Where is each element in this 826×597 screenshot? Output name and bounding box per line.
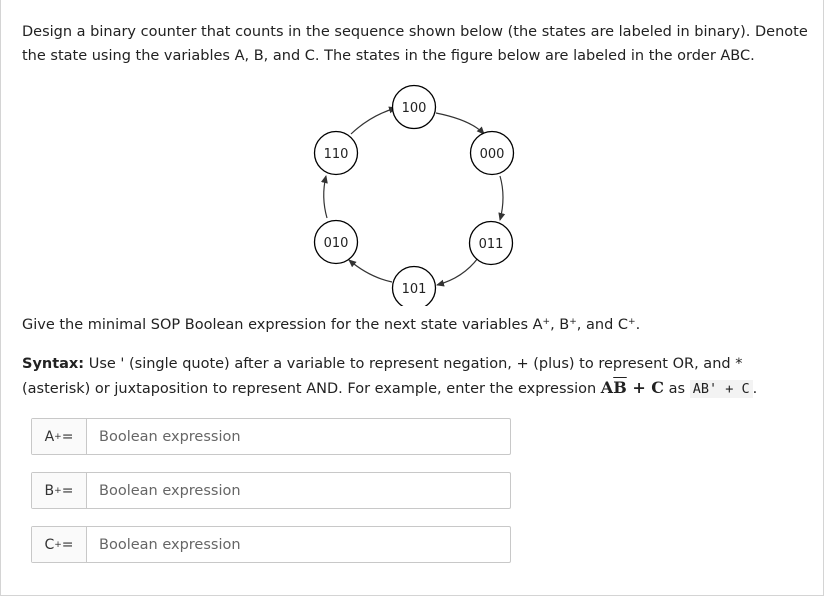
state-node-101: [393, 267, 436, 307]
state-node-011: [470, 222, 513, 265]
state-label-101: 101: [401, 282, 427, 297]
question-prefix: Give the minimal SOP Boolean expression for the next state variables A: [22, 317, 543, 333]
transition-110-to-100: [351, 108, 396, 134]
transition-101-to-010: [349, 260, 392, 282]
syntax-text: Use ' (single quote) after a variable to represent negation, + (plus) to represent OR, and * (asterisk) or juxtaposition to represent AND. For example, enter the expression: [22, 356, 743, 397]
b-next-label: B + =: [32, 473, 87, 508]
state-node-100: [393, 86, 436, 129]
state-label-010: 010: [323, 236, 349, 251]
c-next-expression-input[interactable]: [87, 527, 510, 562]
state-label-100: 100: [401, 101, 427, 116]
state-diagram: [301, 82, 531, 306]
transition-000-to-011: [500, 176, 503, 220]
syntax-as: as: [664, 381, 690, 397]
state-node-110: [315, 132, 358, 175]
problem-intro: Design a binary counter that counts in the sequence shown below (the states are labeled in binary). Denote the state using the variables A, B, and C. The states in the figure below are labeled in the order ABC.: [22, 24, 808, 64]
example-math-b-overbar: $\overline{B}$: [613, 378, 627, 397]
b-next-input-row: [31, 472, 511, 509]
transition-100-to-000: [436, 113, 484, 134]
question-end: .: [635, 317, 641, 333]
example-math-a: A: [600, 378, 614, 397]
question-text: [22, 313, 812, 337]
question-sep-b: , B: [550, 317, 570, 333]
c-var: C: [44, 536, 55, 553]
c-next-input-row: [31, 526, 511, 563]
b-plus-sup: +: [569, 317, 577, 327]
a-var: A: [44, 428, 55, 445]
a-next-expression-input[interactable]: [87, 419, 510, 454]
transition-011-to-101: [437, 258, 478, 285]
syntax-note: [22, 352, 812, 401]
b-eq: =: [61, 482, 74, 499]
question-sep-c: , and C: [576, 317, 629, 333]
a-next-input-row: [31, 418, 511, 455]
c-plus-sup: +: [628, 317, 636, 327]
c-eq: =: [61, 536, 74, 553]
a-eq: =: [61, 428, 74, 445]
example-math: [601, 378, 664, 397]
state-label-011: 011: [478, 237, 504, 252]
example-math-rest: + C: [626, 378, 665, 397]
c-next-label: C + =: [32, 527, 87, 562]
a-plus-sup: +: [542, 317, 551, 327]
b-var: B: [44, 482, 55, 499]
a-next-label: A + =: [32, 419, 87, 454]
transition-010-to-110: [324, 176, 327, 218]
state-node-010: [315, 221, 358, 264]
syntax-label: Syntax:: [22, 356, 85, 372]
state-label-000: 000: [479, 147, 505, 162]
b-next-expression-input[interactable]: [87, 473, 510, 508]
syntax-end: .: [752, 381, 758, 397]
example-code: AB' + C: [690, 380, 753, 398]
state-label-110: 110: [323, 147, 349, 162]
state-node-000: [471, 132, 514, 175]
